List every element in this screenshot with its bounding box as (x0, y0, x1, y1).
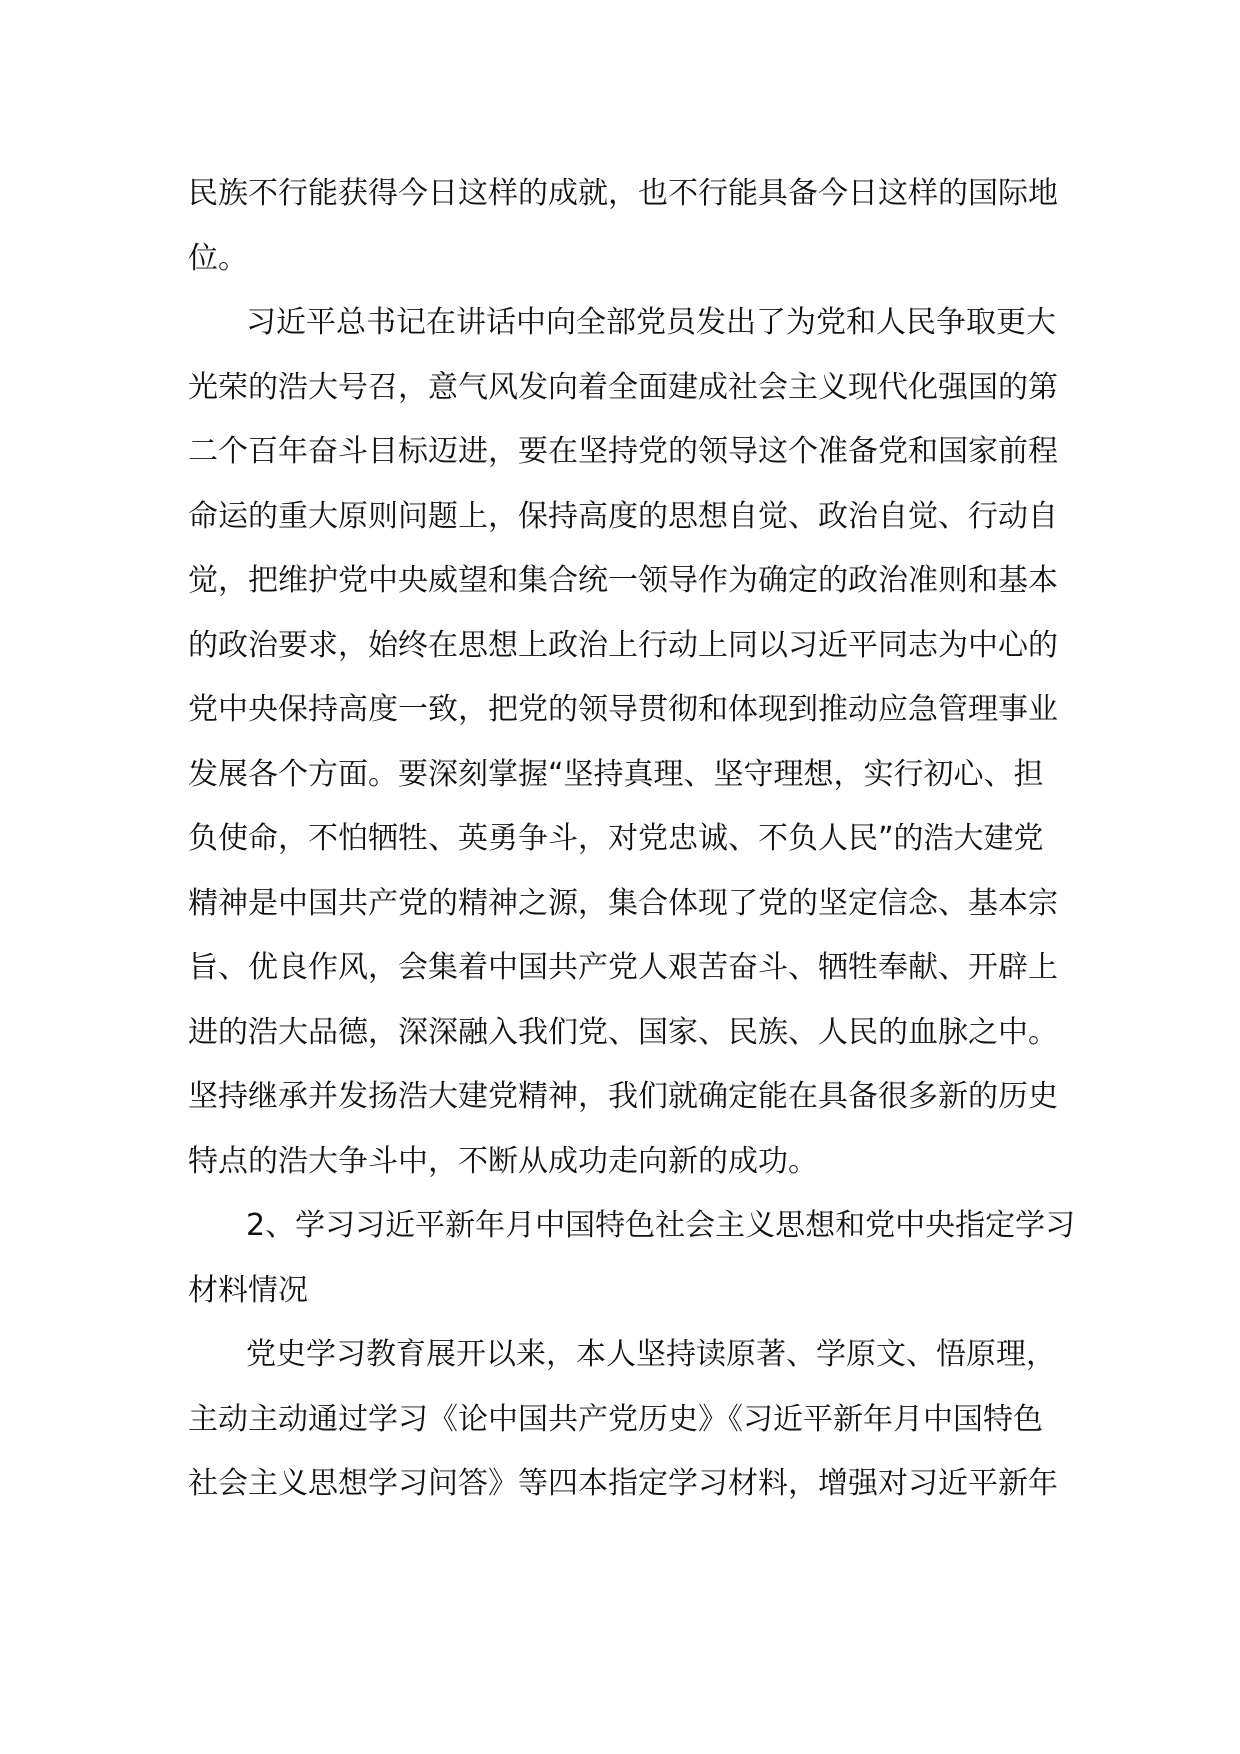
paragraph-first-line: 习近平总书记在讲话中向全部党员发出了为党和人民争取更大 (246, 305, 1056, 340)
text-line: 民族不行能获得今日这样的成就，也不行能具备今日这样的国际地 (188, 176, 1058, 211)
text-line: 的政治要求，始终在思想上政治上行动上同以习近平同志为中心的 (188, 627, 1058, 663)
text-line: 位。 (188, 240, 248, 276)
section-heading-line: 材料情况 (188, 1272, 308, 1308)
text-line: 社会主义思想学习问答》等四本指定学习材料，增强对习近平新年 (188, 1466, 1058, 1501)
text-line: 光荣的浩大号召，意气风发向着全面建成社会主义现代化强国的第 (188, 369, 1058, 405)
text-line: 特点的浩大争斗中，不断从成功走向新的成功。 (188, 1143, 818, 1179)
text-line: 党中央保持高度一致，把党的领导贯彻和体现到推动应急管理事业 (188, 692, 1058, 727)
paragraph-first-line: 党史学习教育展开以来，本人坚持读原著、学原文、悟原理， (246, 1337, 1056, 1372)
text-line: 觉，把维护党中央威望和集合统一领导作为确定的政治准则和基本 (188, 563, 1058, 598)
text-line: 负使命，不怕牺牲、英勇争斗，对党忠诚、不负人民”的浩大建党 (188, 821, 1044, 856)
text-line: 命运的重大原则问题上，保持高度的思想自觉、政治自觉、行动自 (188, 498, 1058, 534)
text-line: 旨、优良作风，会集着中国共产党人艰苦奋斗、牺牲奉献、开辟上 (188, 950, 1058, 985)
text-line: 坚持继承并发扬浩大建党精神，我们就确定能在具备很多新的历史 (188, 1079, 1058, 1114)
text-line: 主动主动通过学习《论中国共产党历史》《习近平新年月中国特色 (188, 1401, 1043, 1437)
text-line: 发展各个方面。要深刻掌握“坚持真理、坚守理想，实行初心、担 (188, 756, 1044, 792)
text-line: 进的浩大品德，深深融入我们党、国家、民族、人民的血脉之中。 (188, 1014, 1058, 1050)
text-line: 二个百年奋斗目标迈进，要在坚持党的领导这个准备党和国家前程 (188, 434, 1058, 469)
document-body-text (188, 162, 1076, 1517)
text-line: 精神是中国共产党的精神之源，集合体现了党的坚定信念、基本宗 (188, 885, 1058, 921)
section-heading-line: 2、学习习近平新年月中国特色社会主义思想和党中央指定学习 (246, 1208, 1076, 1243)
